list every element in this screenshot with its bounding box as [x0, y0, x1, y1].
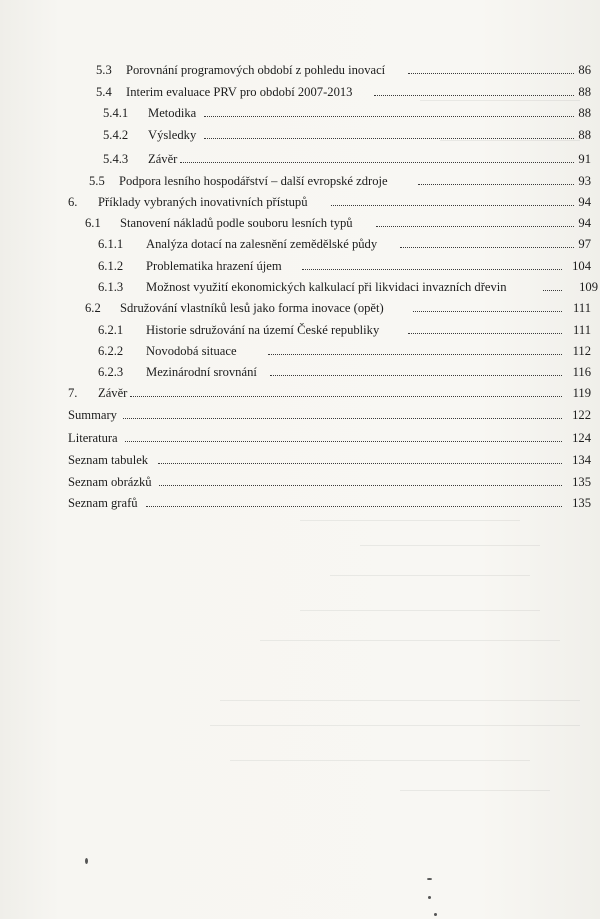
- toc-entry-page: 91: [578, 152, 591, 166]
- toc-entry-page: 112: [572, 344, 591, 358]
- scan-speck: [427, 878, 432, 880]
- toc-entry-number: 5.4.3: [103, 152, 129, 166]
- toc-entry-page: 88: [578, 128, 591, 142]
- dot-leader: [123, 418, 562, 419]
- toc-entry-title: Interim evaluace PRV pro období 2007-2013: [126, 85, 353, 99]
- dot-leader: [180, 162, 574, 163]
- dot-leader: [158, 463, 562, 464]
- toc-entry[interactable]: [0, 494, 600, 512]
- scan-speck: [85, 858, 88, 864]
- toc-entry-number: 5.4.2: [103, 128, 129, 142]
- dot-leader: [302, 269, 562, 270]
- toc-entry-page: 109: [579, 280, 598, 294]
- toc-entry[interactable]: [0, 104, 600, 122]
- toc-entry-title: Historie sdružování na území České republiky: [146, 323, 380, 337]
- toc-entry[interactable]: [0, 235, 600, 253]
- toc-entry-page: 134: [572, 453, 591, 467]
- dot-leader: [400, 247, 574, 248]
- toc-entry-page: 122: [572, 408, 591, 422]
- toc-entry-title: Výsledky: [148, 128, 197, 142]
- toc-entry-page: 135: [572, 496, 591, 510]
- toc-entry-title: Metodika: [148, 106, 197, 120]
- scan-speck: [434, 913, 437, 916]
- toc-entry-title: Seznam tabulek: [68, 453, 149, 467]
- toc-entry-page: 124: [572, 431, 591, 445]
- toc-entry-title: Příklady vybraných inovativních přístupů: [98, 195, 308, 209]
- toc-entry-page: 116: [572, 365, 591, 379]
- toc-entry[interactable]: [0, 429, 600, 447]
- toc-entry-title: Mezinárodní srovnání: [146, 365, 257, 379]
- toc-entry-number: 6.1.2: [98, 259, 124, 273]
- toc-entry-page: 111: [573, 301, 591, 315]
- dot-leader: [146, 506, 562, 507]
- toc-entry[interactable]: [0, 257, 600, 275]
- toc-entry[interactable]: [0, 214, 600, 232]
- dot-leader: [376, 226, 574, 227]
- toc-entry-number: 6.2.1: [98, 323, 124, 337]
- toc-entry-number: 5.4.1: [103, 106, 129, 120]
- toc-entry-title: Podpora lesního hospodářství – další evropské zdroje: [119, 174, 388, 188]
- toc-entry-page: 86: [578, 63, 591, 77]
- toc-entry-title: Možnost využití ekonomických kalkulací při likvidaci invazních dřevin: [146, 280, 507, 294]
- toc-entry-page: 111: [573, 323, 591, 337]
- toc-entry-page: 88: [578, 106, 591, 120]
- toc-entry[interactable]: [0, 150, 600, 168]
- toc-entry[interactable]: [0, 61, 600, 79]
- toc-entry[interactable]: [0, 172, 600, 190]
- toc-entry-page: 135: [572, 475, 591, 489]
- dot-leader: [125, 441, 562, 442]
- toc-entry-page: 94: [578, 195, 591, 209]
- toc-entry-title: Stanovení nákladů podle souboru lesních typů: [120, 216, 353, 230]
- toc-entry-title: Seznam obrázků: [68, 475, 152, 489]
- toc-entry[interactable]: [0, 363, 600, 381]
- toc-entry[interactable]: [0, 126, 600, 144]
- toc-entry-number: 6.: [68, 195, 78, 209]
- dot-leader: [408, 333, 562, 334]
- toc-entry-page: 104: [572, 259, 591, 273]
- toc-entry-number: 5.5: [89, 174, 105, 188]
- toc-entry[interactable]: [0, 473, 600, 491]
- toc-entry-page: 93: [578, 174, 591, 188]
- toc-entry[interactable]: [0, 299, 600, 317]
- toc-entry[interactable]: [0, 342, 600, 360]
- toc-entry-number: 6.1: [85, 216, 101, 230]
- dot-leader: [159, 485, 562, 486]
- toc-entry[interactable]: [0, 193, 600, 211]
- toc-entry-page: 88: [578, 85, 591, 99]
- toc-entry-number: 6.1.1: [98, 237, 124, 251]
- toc-entry-page: 97: [578, 237, 591, 251]
- toc-entry-page: 119: [572, 386, 591, 400]
- dot-leader: [408, 73, 574, 74]
- toc-entry-number: 7.: [68, 386, 78, 400]
- toc-entry-page: 94: [578, 216, 591, 230]
- toc-entry-title: Porovnání programových období z pohledu inovací: [126, 63, 386, 77]
- toc-entry-title: Summary: [68, 408, 117, 422]
- toc-entry[interactable]: [0, 451, 600, 469]
- toc-entry-title: Seznam grafů: [68, 496, 138, 510]
- toc-entry-number: 6.2.2: [98, 344, 124, 358]
- toc-entry-number: 6.1.3: [98, 280, 124, 294]
- toc-entry-title: Sdružování vlastníků lesů jako forma inovace (opět): [120, 301, 384, 315]
- dot-leader: [204, 138, 574, 139]
- toc-entry-number: 6.2: [85, 301, 101, 315]
- toc-entry-number: 6.2.3: [98, 365, 124, 379]
- dot-leader: [204, 116, 574, 117]
- toc-entry[interactable]: [0, 384, 600, 402]
- dot-leader: [374, 95, 574, 96]
- toc-entry-title: Problematika hrazení újem: [146, 259, 282, 273]
- toc-entry[interactable]: [0, 406, 600, 424]
- toc-entry[interactable]: [0, 278, 600, 296]
- toc-entry-title: Závěr: [98, 386, 128, 400]
- dot-leader: [268, 354, 562, 355]
- toc-entry[interactable]: [0, 321, 600, 339]
- dot-leader: [130, 396, 562, 397]
- toc-entry-number: 5.4: [96, 85, 112, 99]
- dot-leader: [331, 205, 574, 206]
- toc-entry-title: Závěr: [148, 152, 178, 166]
- scan-speck: [428, 896, 431, 899]
- toc-entry-title: Literatura: [68, 431, 118, 445]
- dot-leader: [270, 375, 562, 376]
- toc-entry-title: Analýza dotací na zalesnění zemědělské půdy: [146, 237, 378, 251]
- toc-entry-title: Novodobá situace: [146, 344, 237, 358]
- dot-leader: [413, 311, 562, 312]
- toc-entry-number: 5.3: [96, 63, 112, 77]
- toc-entry[interactable]: [0, 83, 600, 101]
